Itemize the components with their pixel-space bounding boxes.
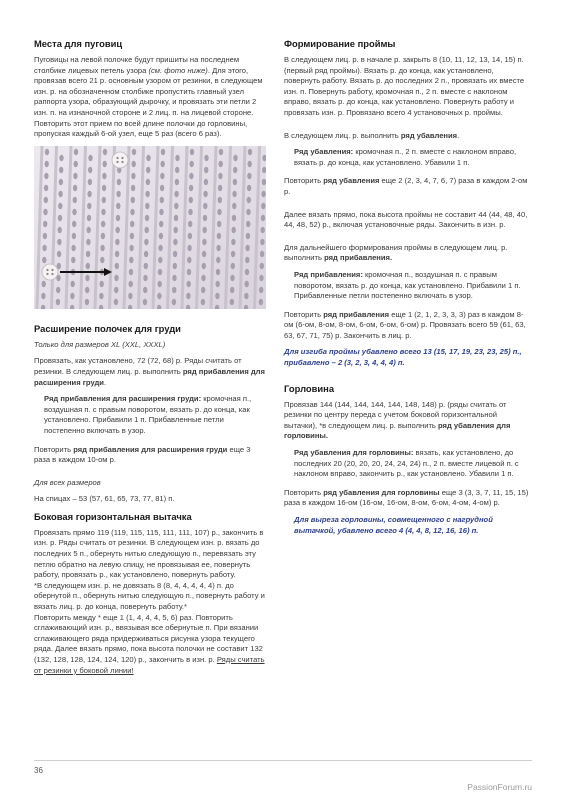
neckline-paragraph-2 — [284, 488, 530, 509]
armhole-paragraph-6 — [284, 310, 530, 342]
section-title-bust: Расширение полочек для груди — [34, 322, 181, 334]
increase-row-box — [294, 270, 530, 302]
text: вязать, как установлено, до последних 20 (20, 20, 20, 24, 24, 24) п., 2 п. вместе лицевой п. с наклоном вправо, закончить р., как установлено. Убавили 1 п. — [294, 448, 519, 479]
bold-term: ряд убавления — [323, 176, 380, 186]
text: Провязав 144 (144, 144, 144, 144, 148, 148) р. (ряды считать от резинки по центру переда с учетом боковой горизонтальной вытачки), *в следующем лиц. р. выполнить — [284, 399, 507, 430]
text: Повторить — [284, 309, 324, 319]
bold-term: Ряд прибавления для расширения груди: — [44, 394, 202, 404]
page-footer — [34, 760, 532, 800]
sizes-note: Только для размеров XL (XXL, XXXL) — [34, 339, 166, 349]
armhole-summary: Для изгиба проймы убавлено всего 13 (15, 17, 19, 23, 23, 25) п., прибавлено – 2 (3, 2, 3, 4, 4, 4) п. — [284, 347, 522, 368]
knit-pattern-photo — [34, 146, 266, 309]
bold-term: ряд прибавления для расширения груди — [73, 444, 228, 454]
bold-term: Ряд убавления: — [294, 147, 354, 157]
text: . Для этого, провязав всего 21 р. основным узором от резинки, в следующем изн. р. на обозначенном столбике пропустить главный узел раппорта узора, образующий дырочку, и провязать эти петли 2 изн. п. на изнаночной стороне и 2 лиц. п. на лицевой стороне. Повторить этот прием по всей длине полочки до горловины, пропуская каждый 6-ой узел, еще 5 раз (всего 6 раз). — [34, 65, 263, 139]
bold-term: Ряд прибавления: — [294, 269, 363, 279]
section-title-side-dart: Боковая горизонтальная вытачка — [34, 510, 192, 522]
photo-reference: (см. фото ниже) — [148, 65, 208, 75]
text: Для дальнейшего формирования проймы в следующем лиц. р. выполнить — [284, 242, 508, 263]
all-sizes-note: Для всех размеров — [34, 477, 101, 487]
watermark-site: PassionForum.ru — [467, 782, 532, 792]
neckline-paragraph-1 — [284, 400, 530, 442]
bold-term: ряд убавления для горловины — [323, 487, 440, 497]
text: Повторить — [284, 487, 324, 497]
text: еще 2 (2, 3, 4, 7, 6, 7) раза в каждом 2-ом р. — [284, 176, 528, 196]
needles-count: На спицах – 53 (57, 61, 65, 73, 77, 81) п. — [34, 494, 175, 504]
armhole-paragraph-2: В следующем лиц. р. выполнить ряд убавления. — [284, 130, 460, 140]
bust-paragraph: Провязать, как установлено, 72 (72, 68) р. Ряды считать от резинки. В следующем лиц. р. выполнить ряд прибавления для расширения груди. — [34, 356, 265, 387]
bold-term: ряд убавления — [400, 130, 458, 140]
section-title-armhole: Формирование проймы — [284, 38, 396, 49]
text: Пуговицы на левой полочке будут пришиты на последнем столбике лицевых петель узора — [34, 55, 240, 75]
side-dart-paragraph-2: *В следующем изн. р. не довязать 8 (8, 4, 4, 4, 4, 4) п. до обернутой п., обернуть нитью следующую п., повернуть работу и вязать лиц. р. до конца, повернуть работу.* — [34, 580, 265, 612]
side-dart-paragraph-1: Провязать прямо 119 (119, 115, 115, 111, 111, 107) р., закончить в изн. р. Ряды считать от резинки. В следующем изн. р. вязать до последних 5 п., обернуть нитью следующую п., перевязать эту петлю обратно на левую спицу, не провязывая ее, повернуть работу, провязать р., как установлено, повернуть работу. — [34, 527, 264, 580]
neck-decrease-row-box — [294, 448, 530, 480]
button-bottom — [42, 264, 58, 280]
bold-term: ряд прибавления — [323, 309, 390, 319]
armhole-paragraph-5 — [284, 243, 530, 264]
bust-repeat-paragraph — [34, 445, 266, 466]
text: Повторить — [284, 176, 324, 186]
footer-divider — [34, 760, 532, 761]
left-column — [34, 38, 266, 682]
bold-term: ряд прибавления. — [324, 253, 393, 263]
armhole-paragraph-1: В следующем лиц. р. в начале р. закрыть 8 (10, 11, 12, 13, 14, 15) п. (первый ряд проймы). Вязать р. до конца, как установлено, повернуть работу. Вязать р. до последних 2 п., провязать их вместе изн. п. Повернуть работу, кромочная п., 2 п. вместе с наклоном вправо, вязать р. до конца, как установлено. Повернуть работу и провязать изн. р. Провязано всего 4 установочных р. проймы. — [284, 55, 525, 117]
armhole-paragraph-3 — [284, 176, 530, 197]
text: еще 3 (3, 3, 7, 11, 15, 15) раза в каждом 16-ом (16-ом, 16-ом, 8-ом, 6-ом, 4-ом, 4-ом) р. — [284, 487, 529, 508]
underlined-note: Ряды считать от резинки у боковой линии! — [34, 655, 265, 675]
armhole-paragraph-4: Далее вязать прямо, пока высота проймы не составит 44 (44, 48, 40, 44, 48, 52) р., включая установочные ряды. Закончить в изн. р. — [284, 209, 528, 230]
text: Повторить между * еще 1 (1, 4, 4, 4, 5, 6) раз. Повторить сглаживающий изн. р., ввязывая все обернутые п. При вязании сглаживающего ряда придерживаться рисунка узора текущего ряда. Далее вязать прямо, пока высота полочки не составит 132 (132, 128, 128, 124, 124, 120) р., закончить в изн. р. — [34, 612, 263, 664]
text: В следующем лиц. р. выполнить — [284, 130, 401, 140]
bold-term: ряд убавления для горловины. — [284, 420, 511, 441]
section-title-buttonholes: Места для пуговиц — [34, 38, 123, 49]
buttonholes-paragraph — [34, 55, 266, 140]
side-dart-paragraph-3 — [34, 613, 266, 677]
bold-term: ряд прибавления для расширения груди — [34, 366, 265, 387]
text: еще 1 (2, 1, 2, 3, 3, 3) раз в каждом 8-ом (6-ом, 8-ом, 8-ом, 6-ом, 6-ом, 6-ом) р. Провязать всего 59 (61, 63, 63, 67, 71, 75) р. Закончить в лиц. р. — [284, 309, 526, 340]
button-top — [112, 152, 128, 168]
text: кромочная п., воздушная п. с правым поворотом, вязать р. до конца, как установлено. Прибавили 1 п. Прибавленные петли постепенно включать в узор. — [44, 394, 252, 435]
right-column — [284, 38, 530, 544]
decrease-row-box — [294, 147, 530, 168]
text: кромочная п., 2 п. вместе с наклоном вправо, вязать р. до конца, как установлено. Убавили 1 п. — [294, 147, 517, 167]
text: Повторить — [34, 444, 74, 454]
text: Провязать, как установлено, 72 (72, 68) р. Ряды считать от резинки. В следующем лиц. р. выполнить — [34, 356, 242, 376]
text: еще 3 раза в каждом 10-ом р. — [34, 444, 251, 465]
neckline-summary: Для выреза горловины, совмещенного с нагрудной вытачкой, убавлено всего 4 (4, 4, 8, 12, 16, 16) п. — [294, 515, 493, 535]
page-number: 36 — [34, 766, 43, 775]
bust-increase-row-box — [44, 394, 266, 436]
bold-term: Ряд убавления для горловины: — [294, 448, 414, 458]
text: кромочная п., воздушная п. с правым поворотом, вязать р. до конца, как установлено. Прибавили 1 п. Прибавленные петли постепенно включать в узор. — [294, 269, 521, 301]
section-title-neckline: Горловина — [284, 382, 335, 394]
